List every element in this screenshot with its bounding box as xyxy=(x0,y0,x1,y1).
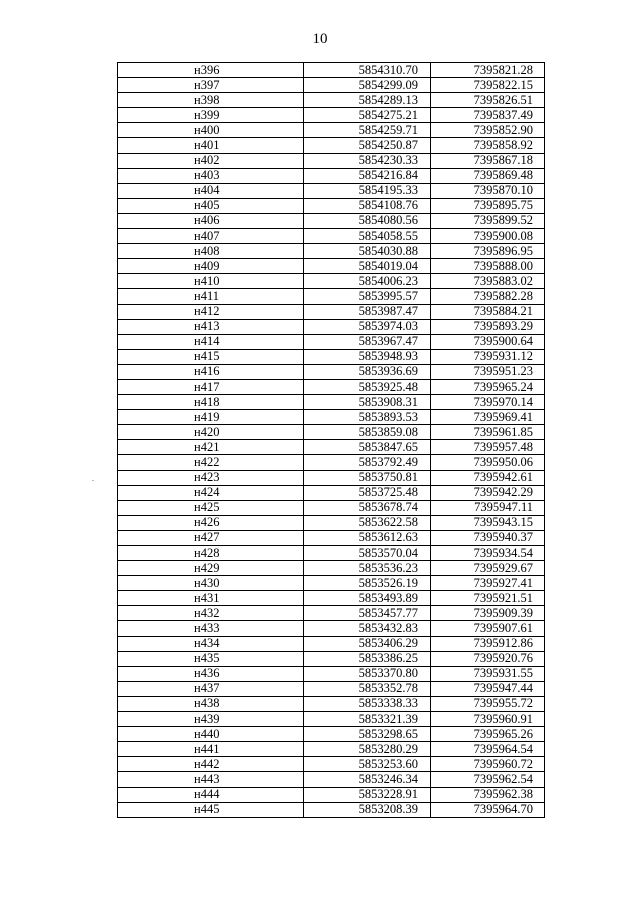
x-coordinate-cell: 5854299.09 xyxy=(304,78,431,93)
x-coordinate-cell: 5853208.39 xyxy=(304,802,431,817)
point-id-cell: н442 xyxy=(118,757,304,772)
point-id-cell: н415 xyxy=(118,349,304,364)
point-id-cell: н404 xyxy=(118,183,304,198)
point-id-cell: н439 xyxy=(118,712,304,727)
point-id-cell: н419 xyxy=(118,410,304,425)
x-coordinate-cell: 5853750.81 xyxy=(304,470,431,485)
x-coordinate-cell: 5853386.25 xyxy=(304,651,431,666)
table-row xyxy=(118,364,545,379)
x-coordinate-cell: 5854019.04 xyxy=(304,259,431,274)
x-coordinate-cell: 5854006.23 xyxy=(304,274,431,289)
y-coordinate-cell: 7395920.76 xyxy=(431,651,545,666)
table-row xyxy=(118,379,545,394)
x-coordinate-cell: 5853457.77 xyxy=(304,606,431,621)
x-coordinate-cell: 5853908.31 xyxy=(304,395,431,410)
point-id-cell: н423 xyxy=(118,470,304,485)
point-id-cell: н437 xyxy=(118,681,304,696)
x-coordinate-cell: 5853536.23 xyxy=(304,561,431,576)
x-coordinate-cell: 5854195.33 xyxy=(304,183,431,198)
y-coordinate-cell: 7395929.67 xyxy=(431,561,545,576)
y-coordinate-cell: 7395960.72 xyxy=(431,757,545,772)
y-coordinate-cell: 7395960.91 xyxy=(431,712,545,727)
y-coordinate-cell: 7395870.10 xyxy=(431,183,545,198)
y-coordinate-cell: 7395869.48 xyxy=(431,168,545,183)
coordinates-table xyxy=(117,62,545,818)
x-coordinate-cell: 5853847.65 xyxy=(304,440,431,455)
x-coordinate-cell: 5854259.71 xyxy=(304,123,431,138)
point-id-cell: н431 xyxy=(118,591,304,606)
x-coordinate-cell: 5853967.47 xyxy=(304,334,431,349)
table-row xyxy=(118,274,545,289)
y-coordinate-cell: 7395927.41 xyxy=(431,576,545,591)
table-row xyxy=(118,425,545,440)
y-coordinate-cell: 7395947.44 xyxy=(431,681,545,696)
y-coordinate-cell: 7395964.70 xyxy=(431,802,545,817)
point-id-cell: н445 xyxy=(118,802,304,817)
table-row xyxy=(118,515,545,530)
table-row xyxy=(118,681,545,696)
y-coordinate-cell: 7395867.18 xyxy=(431,153,545,168)
y-coordinate-cell: 7395962.54 xyxy=(431,772,545,787)
x-coordinate-cell: 5854250.87 xyxy=(304,138,431,153)
table-row xyxy=(118,138,545,153)
y-coordinate-cell: 7395858.92 xyxy=(431,138,545,153)
y-coordinate-cell: 7395942.29 xyxy=(431,485,545,500)
point-id-cell: н408 xyxy=(118,244,304,259)
table-row xyxy=(118,787,545,802)
y-coordinate-cell: 7395961.85 xyxy=(431,425,545,440)
x-coordinate-cell: 5854058.55 xyxy=(304,229,431,244)
point-id-cell: н406 xyxy=(118,213,304,228)
x-coordinate-cell: 5853228.91 xyxy=(304,787,431,802)
x-coordinate-cell: 5853253.60 xyxy=(304,757,431,772)
y-coordinate-cell: 7395882.28 xyxy=(431,289,545,304)
table-row xyxy=(118,123,545,138)
point-id-cell: н418 xyxy=(118,395,304,410)
point-id-cell: н413 xyxy=(118,319,304,334)
x-coordinate-cell: 5853280.29 xyxy=(304,742,431,757)
point-id-cell: н422 xyxy=(118,455,304,470)
table-row xyxy=(118,757,545,772)
x-coordinate-cell: 5853622.58 xyxy=(304,515,431,530)
x-coordinate-cell: 5854289.13 xyxy=(304,93,431,108)
point-id-cell: н436 xyxy=(118,666,304,681)
x-coordinate-cell: 5853612.63 xyxy=(304,530,431,545)
y-coordinate-cell: 7395969.41 xyxy=(431,410,545,425)
table-row xyxy=(118,727,545,742)
point-id-cell: н441 xyxy=(118,742,304,757)
x-coordinate-cell: 5854230.33 xyxy=(304,153,431,168)
point-id-cell: н438 xyxy=(118,696,304,711)
x-coordinate-cell: 5853370.80 xyxy=(304,666,431,681)
table-row xyxy=(118,546,545,561)
point-id-cell: н417 xyxy=(118,379,304,394)
x-coordinate-cell: 5853974.03 xyxy=(304,319,431,334)
y-coordinate-cell: 7395821.28 xyxy=(431,63,545,78)
table-row xyxy=(118,606,545,621)
x-coordinate-cell: 5854030.88 xyxy=(304,244,431,259)
table-row xyxy=(118,410,545,425)
table-row xyxy=(118,500,545,515)
point-id-cell: н401 xyxy=(118,138,304,153)
table-row xyxy=(118,561,545,576)
point-id-cell: н432 xyxy=(118,606,304,621)
point-id-cell: н433 xyxy=(118,621,304,636)
y-coordinate-cell: 7395893.29 xyxy=(431,319,545,334)
y-coordinate-cell: 7395921.51 xyxy=(431,591,545,606)
y-coordinate-cell: 7395965.26 xyxy=(431,727,545,742)
table-row xyxy=(118,485,545,500)
table-row xyxy=(118,319,545,334)
point-id-cell: н411 xyxy=(118,289,304,304)
table-row xyxy=(118,93,545,108)
y-coordinate-cell: 7395962.38 xyxy=(431,787,545,802)
point-id-cell: н396 xyxy=(118,63,304,78)
x-coordinate-cell: 5853432.83 xyxy=(304,621,431,636)
table-row xyxy=(118,244,545,259)
y-coordinate-cell: 7395950.06 xyxy=(431,455,545,470)
y-coordinate-cell: 7395934.54 xyxy=(431,546,545,561)
x-coordinate-cell: 5853925.48 xyxy=(304,379,431,394)
y-coordinate-cell: 7395951.23 xyxy=(431,364,545,379)
x-coordinate-cell: 5853493.89 xyxy=(304,591,431,606)
x-coordinate-cell: 5853936.69 xyxy=(304,364,431,379)
x-coordinate-cell: 5854080.56 xyxy=(304,213,431,228)
coordinates-table-body xyxy=(118,63,545,818)
table-row xyxy=(118,696,545,711)
y-coordinate-cell: 7395822.15 xyxy=(431,78,545,93)
y-coordinate-cell: 7395896.95 xyxy=(431,244,545,259)
point-id-cell: н424 xyxy=(118,485,304,500)
point-id-cell: н421 xyxy=(118,440,304,455)
point-id-cell: н420 xyxy=(118,425,304,440)
point-id-cell: н429 xyxy=(118,561,304,576)
x-coordinate-cell: 5854310.70 xyxy=(304,63,431,78)
x-coordinate-cell: 5853352.78 xyxy=(304,681,431,696)
x-coordinate-cell: 5853987.47 xyxy=(304,304,431,319)
y-coordinate-cell: 7395895.75 xyxy=(431,198,545,213)
y-coordinate-cell: 7395900.08 xyxy=(431,229,545,244)
y-coordinate-cell: 7395883.02 xyxy=(431,274,545,289)
point-id-cell: н399 xyxy=(118,108,304,123)
point-id-cell: н443 xyxy=(118,772,304,787)
x-coordinate-cell: 5853859.08 xyxy=(304,425,431,440)
point-id-cell: н403 xyxy=(118,168,304,183)
x-coordinate-cell: 5853948.93 xyxy=(304,349,431,364)
table-row xyxy=(118,666,545,681)
x-coordinate-cell: 5853406.29 xyxy=(304,636,431,651)
point-id-cell: н398 xyxy=(118,93,304,108)
table-row xyxy=(118,470,545,485)
point-id-cell: н435 xyxy=(118,651,304,666)
table-row xyxy=(118,742,545,757)
y-coordinate-cell: 7395912.86 xyxy=(431,636,545,651)
y-coordinate-cell: 7395826.51 xyxy=(431,93,545,108)
table-row xyxy=(118,289,545,304)
y-coordinate-cell: 7395884.21 xyxy=(431,304,545,319)
table-row xyxy=(118,455,545,470)
x-coordinate-cell: 5853725.48 xyxy=(304,485,431,500)
y-coordinate-cell: 7395900.64 xyxy=(431,334,545,349)
x-coordinate-cell: 5853995.57 xyxy=(304,289,431,304)
y-coordinate-cell: 7395931.55 xyxy=(431,666,545,681)
y-coordinate-cell: 7395931.12 xyxy=(431,349,545,364)
table-row xyxy=(118,259,545,274)
table-row xyxy=(118,576,545,591)
y-coordinate-cell: 7395943.15 xyxy=(431,515,545,530)
point-id-cell: н414 xyxy=(118,334,304,349)
point-id-cell: н416 xyxy=(118,364,304,379)
y-coordinate-cell: 7395955.72 xyxy=(431,696,545,711)
table-row xyxy=(118,334,545,349)
point-id-cell: н434 xyxy=(118,636,304,651)
point-id-cell: н430 xyxy=(118,576,304,591)
x-coordinate-cell: 5853893.53 xyxy=(304,410,431,425)
point-id-cell: н410 xyxy=(118,274,304,289)
table-row xyxy=(118,636,545,651)
y-coordinate-cell: 7395837.49 xyxy=(431,108,545,123)
table-row xyxy=(118,772,545,787)
x-coordinate-cell: 5853678.74 xyxy=(304,500,431,515)
table-row xyxy=(118,651,545,666)
table-row xyxy=(118,530,545,545)
x-coordinate-cell: 5853246.34 xyxy=(304,772,431,787)
table-row xyxy=(118,802,545,817)
y-coordinate-cell: 7395957.48 xyxy=(431,440,545,455)
page-number: 10 xyxy=(312,31,328,47)
point-id-cell: н397 xyxy=(118,78,304,93)
table-row xyxy=(118,395,545,410)
x-coordinate-cell: 5853570.04 xyxy=(304,546,431,561)
table-row xyxy=(118,108,545,123)
y-coordinate-cell: 7395964.54 xyxy=(431,742,545,757)
y-coordinate-cell: 7395909.39 xyxy=(431,606,545,621)
table-row xyxy=(118,304,545,319)
table-row xyxy=(118,63,545,78)
y-coordinate-cell: 7395852.90 xyxy=(431,123,545,138)
point-id-cell: н440 xyxy=(118,727,304,742)
point-id-cell: н402 xyxy=(118,153,304,168)
point-id-cell: н400 xyxy=(118,123,304,138)
table-row xyxy=(118,78,545,93)
x-coordinate-cell: 5854216.84 xyxy=(304,168,431,183)
point-id-cell: н412 xyxy=(118,304,304,319)
x-coordinate-cell: 5853298.65 xyxy=(304,727,431,742)
table-row xyxy=(118,229,545,244)
y-coordinate-cell: 7395970.14 xyxy=(431,395,545,410)
x-coordinate-cell: 5853792.49 xyxy=(304,455,431,470)
point-id-cell: н444 xyxy=(118,787,304,802)
table-row xyxy=(118,591,545,606)
table-row xyxy=(118,213,545,228)
y-coordinate-cell: 7395947.11 xyxy=(431,500,545,515)
point-id-cell: н405 xyxy=(118,198,304,213)
point-id-cell: н425 xyxy=(118,500,304,515)
table-row xyxy=(118,168,545,183)
point-id-cell: н428 xyxy=(118,546,304,561)
x-coordinate-cell: 5853338.33 xyxy=(304,696,431,711)
x-coordinate-cell: 5853526.19 xyxy=(304,576,431,591)
y-coordinate-cell: 7395942.61 xyxy=(431,470,545,485)
table-row xyxy=(118,153,545,168)
point-id-cell: н427 xyxy=(118,530,304,545)
y-coordinate-cell: 7395888.00 xyxy=(431,259,545,274)
table-row xyxy=(118,183,545,198)
table-row xyxy=(118,621,545,636)
point-id-cell: н409 xyxy=(118,259,304,274)
table-row xyxy=(118,349,545,364)
y-coordinate-cell: 7395899.52 xyxy=(431,213,545,228)
table-row xyxy=(118,198,545,213)
table-row xyxy=(118,440,545,455)
x-coordinate-cell: 5853321.39 xyxy=(304,712,431,727)
point-id-cell: н407 xyxy=(118,229,304,244)
x-coordinate-cell: 5854108.76 xyxy=(304,198,431,213)
y-coordinate-cell: 7395907.61 xyxy=(431,621,545,636)
x-coordinate-cell: 5854275.21 xyxy=(304,108,431,123)
y-coordinate-cell: 7395940.37 xyxy=(431,530,545,545)
y-coordinate-cell: 7395965.24 xyxy=(431,379,545,394)
point-id-cell: н426 xyxy=(118,515,304,530)
scan-mark xyxy=(92,480,94,481)
table-row xyxy=(118,712,545,727)
